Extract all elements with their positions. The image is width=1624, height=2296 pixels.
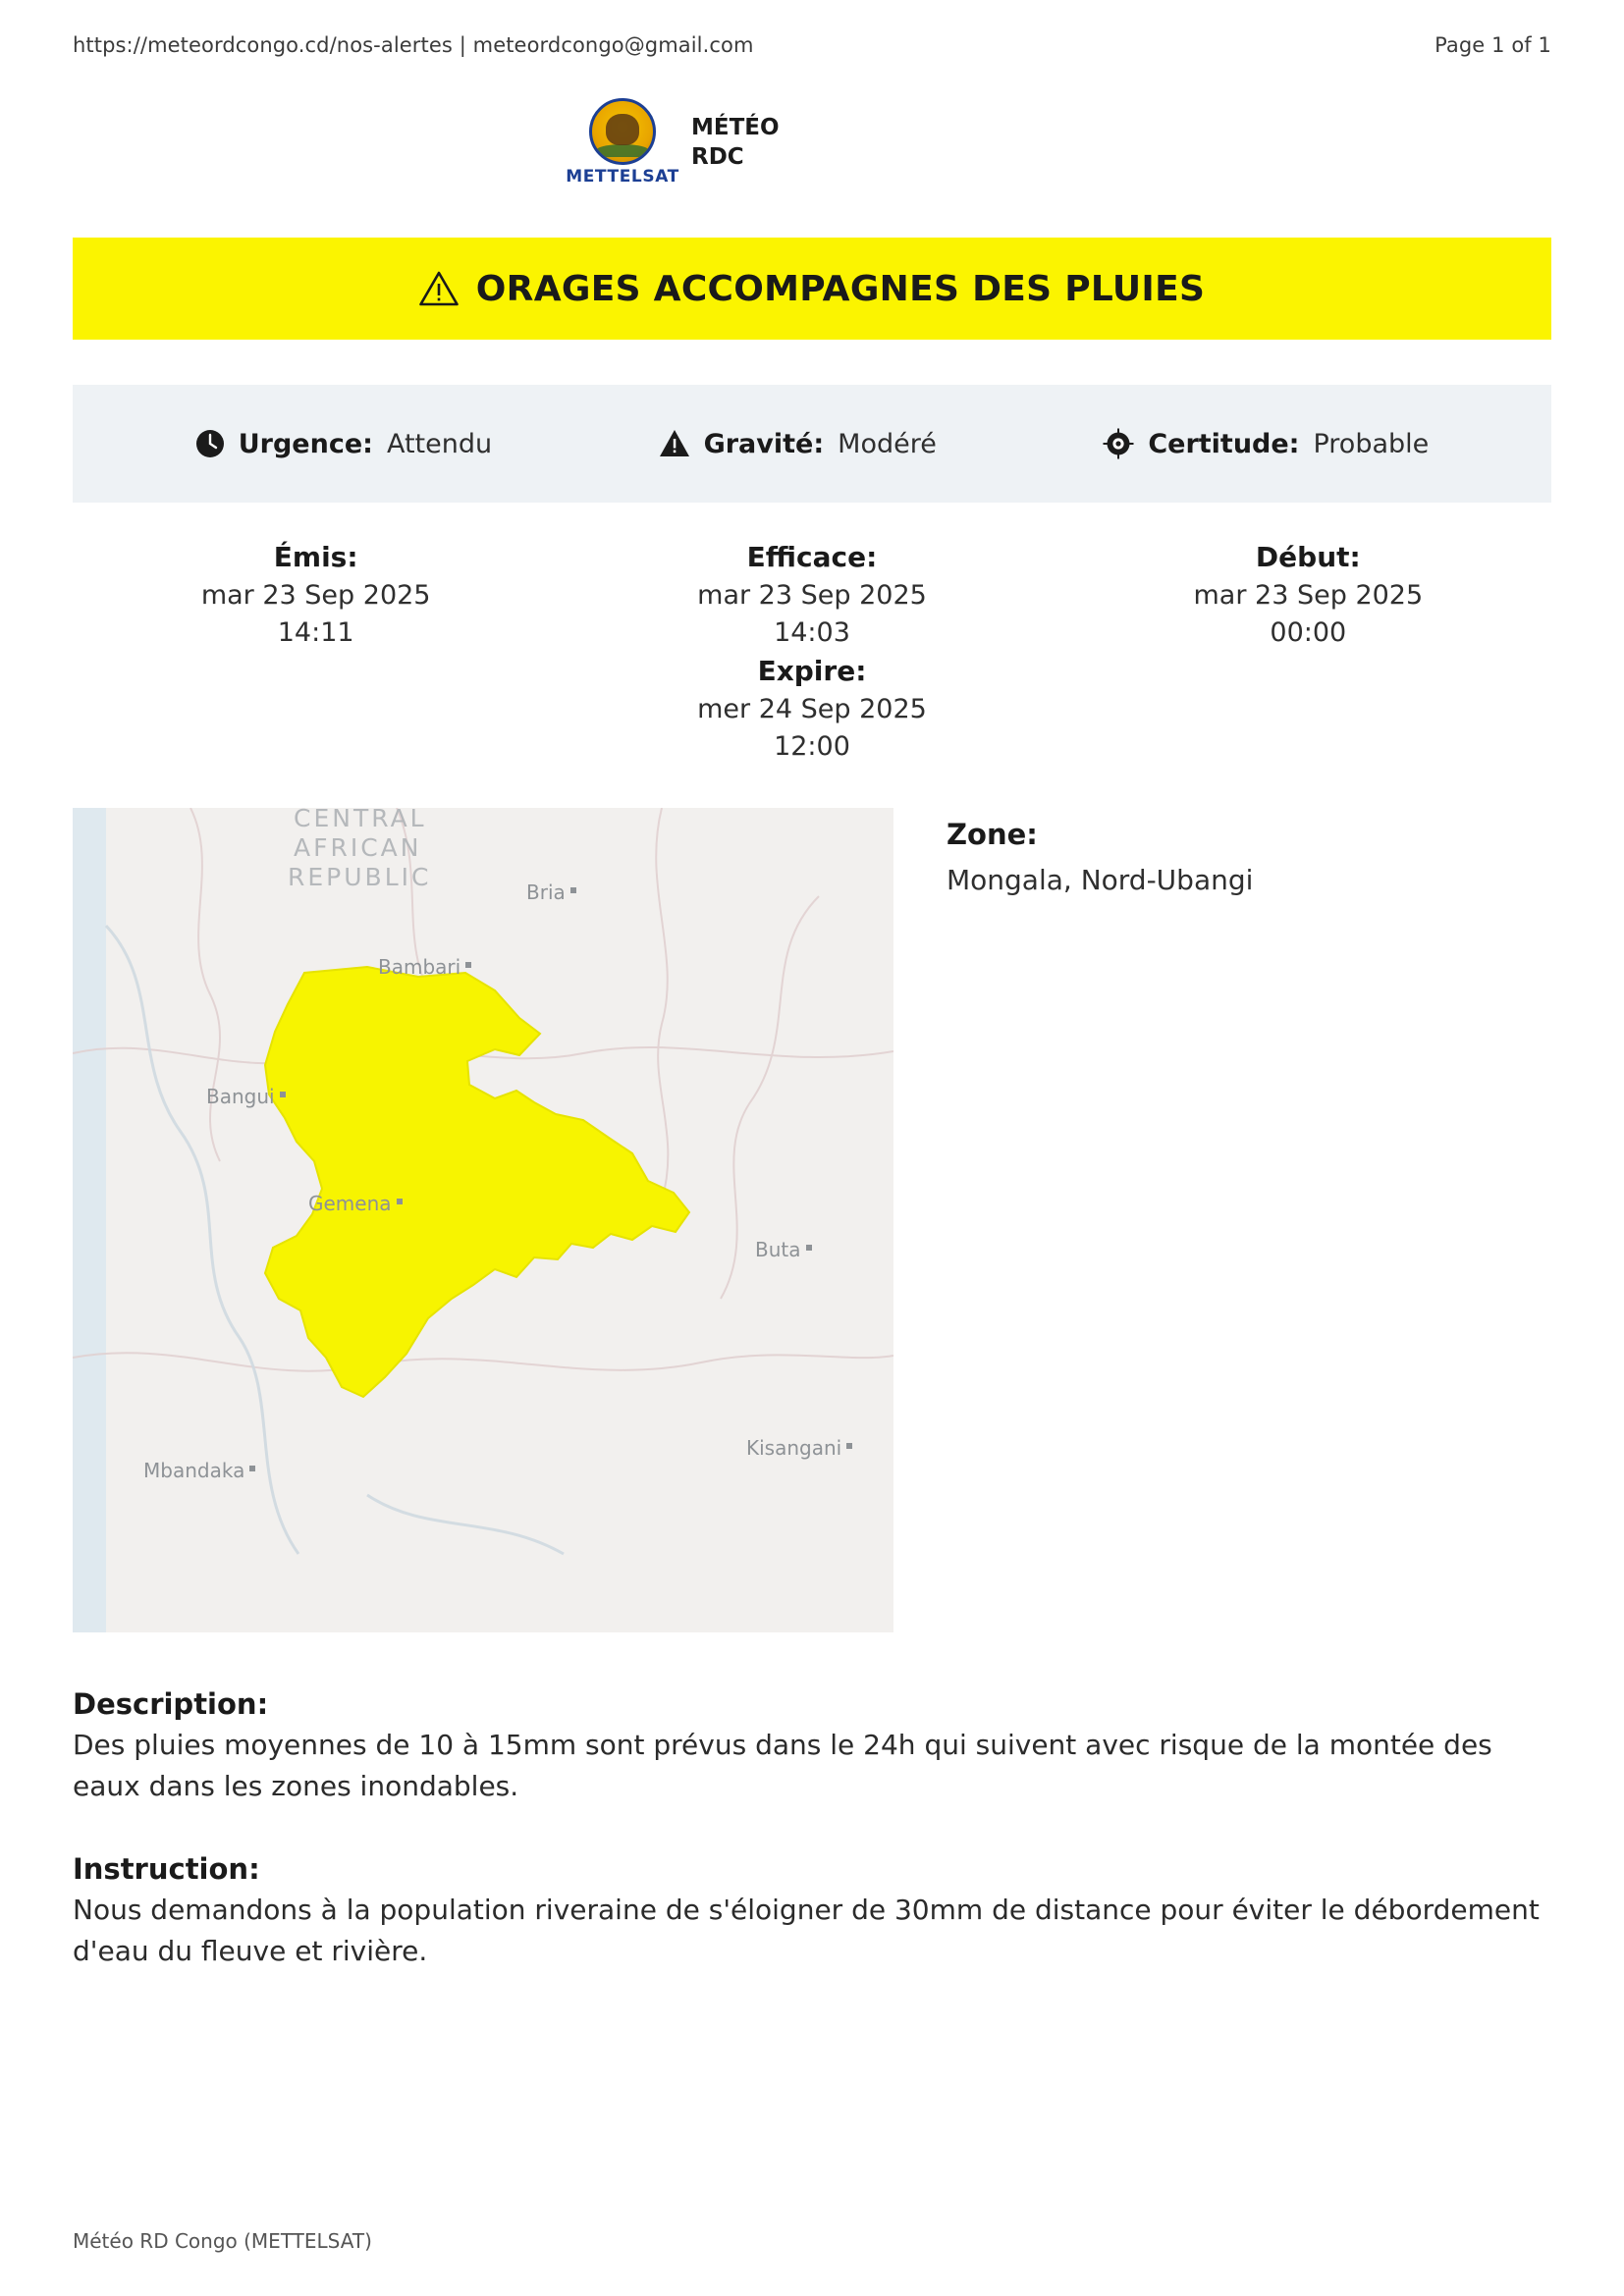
brand-block — [73, 98, 1551, 187]
certainty-target-icon — [1103, 428, 1134, 459]
print-header-page: Page 1 of 1 — [1435, 33, 1551, 57]
map-vector — [73, 808, 893, 1632]
logo-disc — [589, 98, 656, 165]
mettelsat-logo-icon — [566, 98, 679, 187]
time-emis-value — [79, 577, 553, 653]
alert-meta-strip — [73, 385, 1551, 503]
instruction-section — [73, 1852, 1551, 1972]
meta-certainty-value: Probable — [1313, 428, 1430, 459]
time-debut — [1065, 538, 1551, 767]
time-efficace-date: mar 23 Sep 2025 — [697, 579, 927, 611]
severity-warning-icon — [659, 429, 690, 458]
brand — [566, 98, 1053, 187]
map-label-bangui: Bangui — [206, 1084, 275, 1108]
alert-map[interactable] — [73, 808, 893, 1632]
time-debut-label: Début: — [1255, 541, 1361, 573]
meta-urgency — [195, 429, 492, 459]
warning-triangle-icon — [419, 271, 459, 306]
time-efficace-value — [574, 577, 1049, 653]
time-debut-value — [1071, 577, 1545, 653]
brand-name-line1: MÉTÉO — [691, 114, 780, 140]
print-header — [73, 33, 1551, 57]
meta-severity-value: Modéré — [838, 428, 937, 459]
map-label-bambari: Bambari — [378, 954, 461, 979]
meta-certainty — [1103, 428, 1429, 459]
map-label-central: CENTRAL — [294, 807, 427, 832]
brand-name-line2: RDC — [691, 144, 744, 170]
time-emis-date: mar 23 Sep 2025 — [200, 579, 431, 611]
time-debut-date: mar 23 Sep 2025 — [1193, 579, 1424, 611]
meta-severity — [659, 429, 937, 459]
zone-block — [947, 808, 1253, 1632]
meta-severity-label: Gravité: — [703, 428, 825, 459]
time-expire-date: mer 24 Sep 2025 — [697, 694, 927, 725]
map-label-republic: REPUBLIC — [288, 862, 432, 891]
zone-label: Zone: — [947, 817, 1038, 851]
time-expire-label: Expire: — [757, 655, 867, 688]
meta-urgency-value: Attendu — [386, 428, 493, 459]
map-and-zone — [73, 808, 1551, 1632]
time-efficace — [568, 538, 1055, 767]
map-label-kisangani: Kisangani — [746, 1435, 842, 1460]
brand-name — [691, 113, 780, 173]
instruction-text: Nous demandons à la population riveraine de s'éloigner de 30mm de distance pour éviter le débordement d'eau du fleuve et rivière. — [73, 1893, 1540, 1967]
instruction-title: Instruction: — [73, 1851, 260, 1886]
time-debut-hour: 00:00 — [1270, 617, 1347, 649]
time-efficace-label: Efficace: — [746, 541, 878, 573]
time-expire-value — [574, 691, 1049, 767]
logo-wordmark: METTELSAT — [566, 167, 679, 187]
map-label-african: AFRICAN — [294, 832, 422, 862]
urgency-clock-icon — [195, 429, 225, 458]
description-text: Des pluies moyennes de 10 à 15mm sont prévus dans le 24h qui suivent avec risque de la montée des eaux dans les zones inondables. — [73, 1728, 1492, 1802]
description-title: Description: — [73, 1686, 269, 1721]
alert-title: ORAGES ACCOMPAGNES DES PLUIES — [475, 268, 1206, 309]
time-emis — [73, 538, 559, 767]
time-expire-hour: 12:00 — [774, 731, 850, 763]
map-label-bria: Bria — [526, 880, 566, 904]
meta-urgency-label: Urgence: — [238, 428, 373, 459]
map-label-mbandaka: Mbandaka — [143, 1458, 245, 1482]
print-header-url: https://meteordcongo.cd/nos-alertes | meteordcongo@gmail.com — [73, 33, 754, 57]
meta-certainty-label: Certitude: — [1148, 428, 1300, 459]
time-emis-label: Émis: — [273, 541, 358, 573]
map-label-gemena: Gemena — [308, 1191, 392, 1215]
map-label-buta: Buta — [755, 1237, 801, 1261]
alert-banner — [73, 238, 1551, 340]
zone-value: Mongala, Nord-Ubangi — [947, 864, 1254, 897]
alert-times — [73, 538, 1551, 767]
description-section — [73, 1687, 1551, 1807]
page-footer: Météo RD Congo (METTELSAT) — [73, 2229, 372, 2253]
time-efficace-hour: 14:03 — [774, 617, 850, 649]
time-emis-hour: 14:11 — [277, 617, 354, 649]
